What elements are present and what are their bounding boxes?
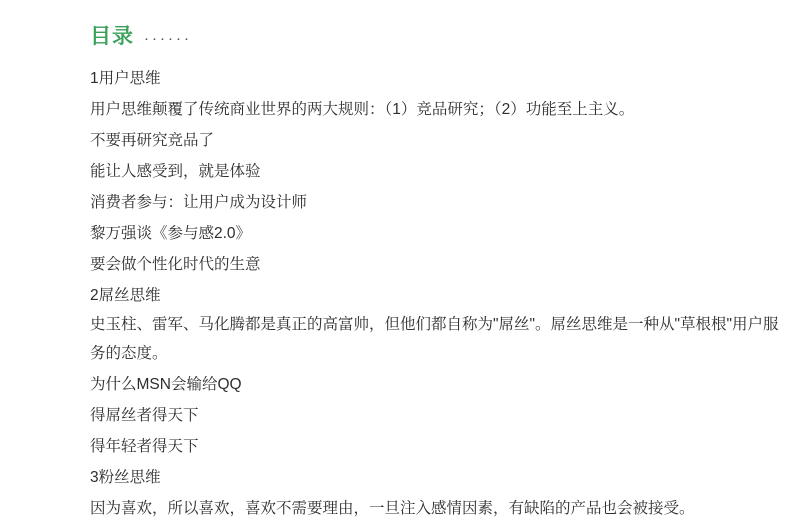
toc-line: 要会做个性化时代的生意 — [90, 256, 261, 274]
toc-line: 得屌丝者得天下 — [90, 406, 199, 424]
section-heading — [90, 24, 784, 49]
page-title: 目录 — [90, 25, 134, 48]
toc-line: 用户思维颠覆了传统商业世界的两大规则：（1）竞品研究；（2）功能至上主义。 — [90, 101, 635, 119]
toc-line: 黎万强谈《参与感2.0》 — [90, 225, 252, 243]
heading-dots: ······ — [144, 30, 192, 47]
toc-line: 得年轻者得天下 — [90, 437, 199, 455]
toc-line: 1用户思维 — [90, 70, 161, 88]
document-content — [0, 24, 800, 524]
toc-line: 消费者参与：让用户成为设计师 — [90, 194, 308, 212]
toc-line: 2屌丝思维 — [90, 287, 161, 305]
toc-line: 史玉柱、雷军、马化腾都是真正的高富帅，但他们都自称为"屌丝"。屌丝思维是一种从"草根根"用户服务的态度。 — [90, 316, 779, 362]
toc-line: 为什么MSN会输给QQ — [90, 375, 242, 393]
toc-line: 不要再研究竞品了 — [90, 132, 215, 150]
toc-line: 能让人感受到，就是体验 — [90, 163, 261, 181]
toc-line: 3粉丝思维 — [90, 468, 161, 486]
toc-line: 因为喜欢，所以喜欢，喜欢不需要理由，一旦注入感情因素，有缺陷的产品也会被接受。 — [90, 499, 695, 517]
